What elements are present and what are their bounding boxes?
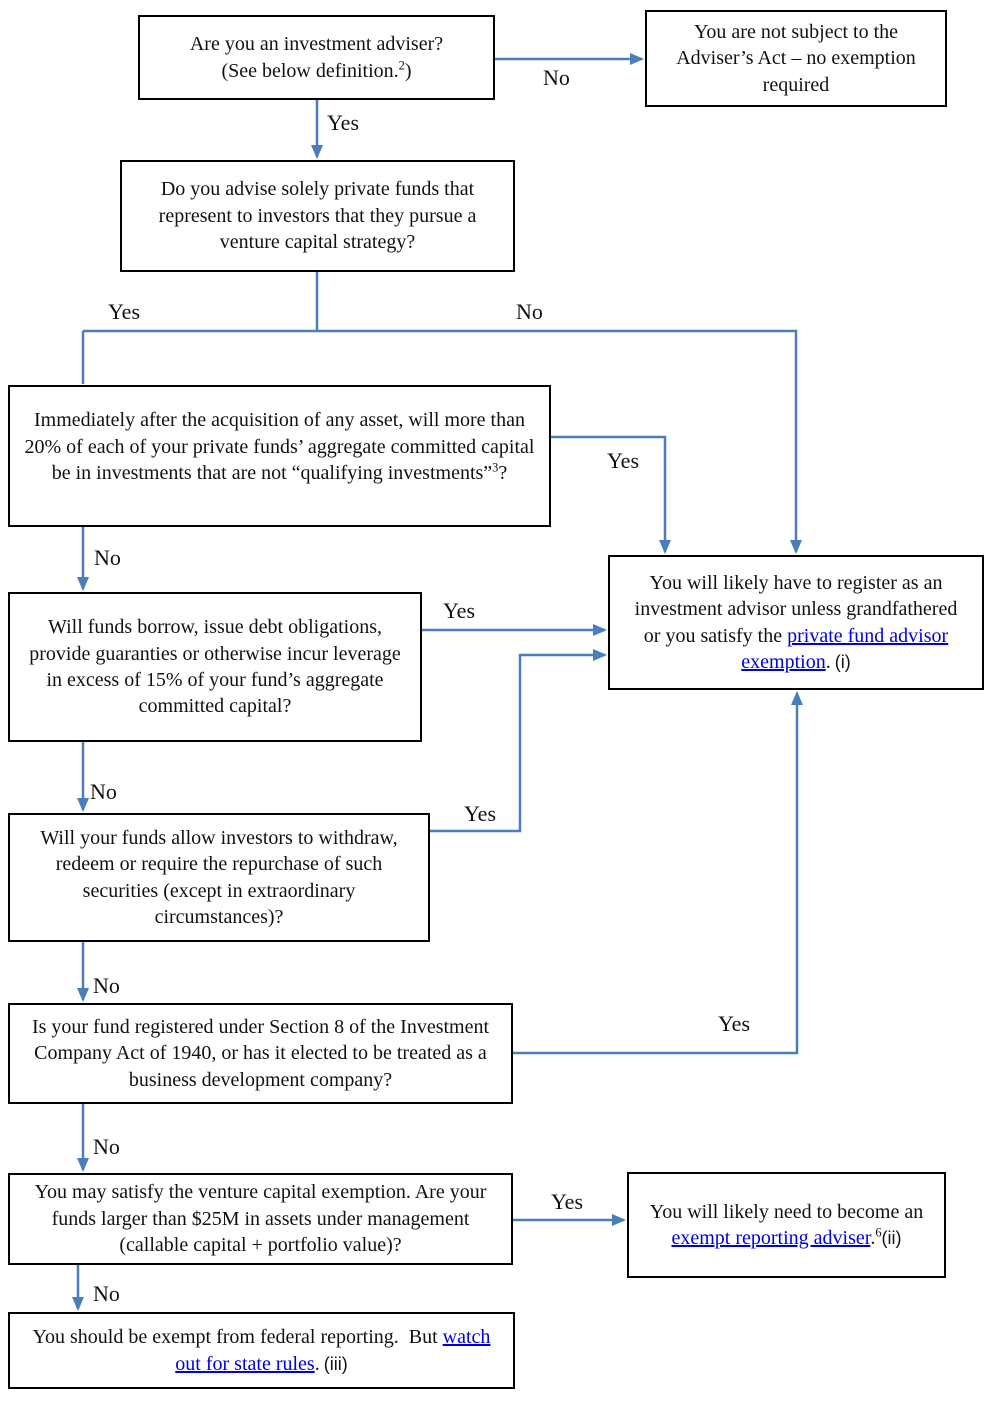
footnote-ref-2: 2 [398, 57, 405, 72]
box-are-you-adviser-line1: Are you an investment adviser? [189, 33, 444, 56]
ref-i: (i) [834, 651, 851, 672]
box-are-you-adviser: Are you an investment adviser? (See below definition.$^2$) [138, 15, 495, 100]
box-are-you-adviser-line2: (See below definition. [221, 59, 399, 82]
label-q6-yes: Yes [718, 1011, 751, 1036]
box-advise-private-funds [120, 160, 515, 272]
box-not-subject [645, 10, 947, 107]
box-state-rules: You should be exempt from federal reporting. But watch out for state rules. (iii) [8, 1312, 515, 1389]
box-withdraw-redeem-text: Will your funds allow investors to withdraw, redeem or require the repurchase of such securities (except in extraordinary circumstances)? [40, 826, 398, 928]
label-q1-no: No [543, 65, 570, 90]
box-withdraw-redeem [8, 813, 430, 942]
label-q4-no: No [90, 779, 117, 804]
label-q7-yes: Yes [551, 1189, 584, 1214]
footnote-ref-6: 6 [875, 1225, 882, 1240]
label-q5-yes: Yes [464, 801, 497, 826]
box-not-subject-text: You are not subject to the Adviser’s Act – no exemption required [676, 20, 916, 96]
link-exempt-reporting-adviser[interactable]: exempt reporting adviser [671, 1227, 871, 1249]
box-register-advisor: You will likely have to register as an investment advisor unless grandfathered or you satisfy the private fund advisor exemption. (i) [608, 555, 984, 690]
box-qualifying-investments-text: Immediately after the acquisition of any asset, will more than 20% of each of your private funds’ aggregate committed capital be in investments that are not “qualifying investments” [24, 409, 535, 485]
label-q3-no: No [94, 545, 121, 570]
label-q5-no: No [93, 973, 120, 998]
link-watch-out-for-state-rules[interactable]: watch out for state rules [175, 1326, 491, 1375]
box-state-rules-text: You should be exempt from federal reporting. But [32, 1326, 443, 1349]
label-q1-yes: Yes [327, 110, 360, 135]
box-advise-private-funds-text: Do you advise solely private funds that represent to investors that they pursue a venture capital strategy? [158, 178, 477, 254]
box-venture-exemption-text: You may satisfy the venture capital exemption. Are your funds larger than $25M in assets under management (callable capital + portfolio value)? [34, 1181, 487, 1257]
box-exempt-reporting: You will likely need to become an exempt reporting adviser.$^6$(ii) [627, 1172, 946, 1278]
label-q7-no: No [93, 1281, 120, 1306]
label-q2-no: No [516, 299, 543, 324]
label-q3-yes: Yes [607, 448, 640, 473]
box-exempt-reporting-text: You will likely need to become an [649, 1200, 924, 1223]
ref-iii: (iii) [323, 1353, 348, 1374]
footnote-ref-3: 3 [492, 460, 499, 475]
label-q6-no: No [93, 1134, 120, 1159]
connector-q6-yes [513, 693, 797, 1053]
box-leverage [8, 592, 422, 742]
box-section8 [8, 1003, 513, 1104]
box-qualifying-investments: Immediately after the acquisition of any asset, will more than 20% of each of your private funds’ aggregate committed capital be in investments that are not “qualifying investments”$^3$? [8, 385, 551, 527]
connector-q5-yes [430, 655, 605, 831]
ref-ii: (ii) [881, 1228, 902, 1248]
box-venture-exemption [8, 1173, 513, 1265]
box-leverage-text: Will funds borrow, issue debt obligations, provide guaranties or otherwise incur leverage in excess of 15% of your fund’s aggregate committed capital? [29, 616, 401, 718]
box-section8-text: Is your fund registered under Section 8 of the Investment Company Act of 1940, or has it elected to be treated as a business development company? [31, 1015, 490, 1091]
link-private-fund-advisor-exemption[interactable]: private fund advisor exemption [741, 624, 949, 673]
label-q4-yes: Yes [443, 598, 476, 623]
label-q2-yes: Yes [108, 299, 141, 324]
box-register-advisor-text: You will likely have to register as an investment advisor unless grandfathered or you satisfy the [634, 571, 958, 647]
